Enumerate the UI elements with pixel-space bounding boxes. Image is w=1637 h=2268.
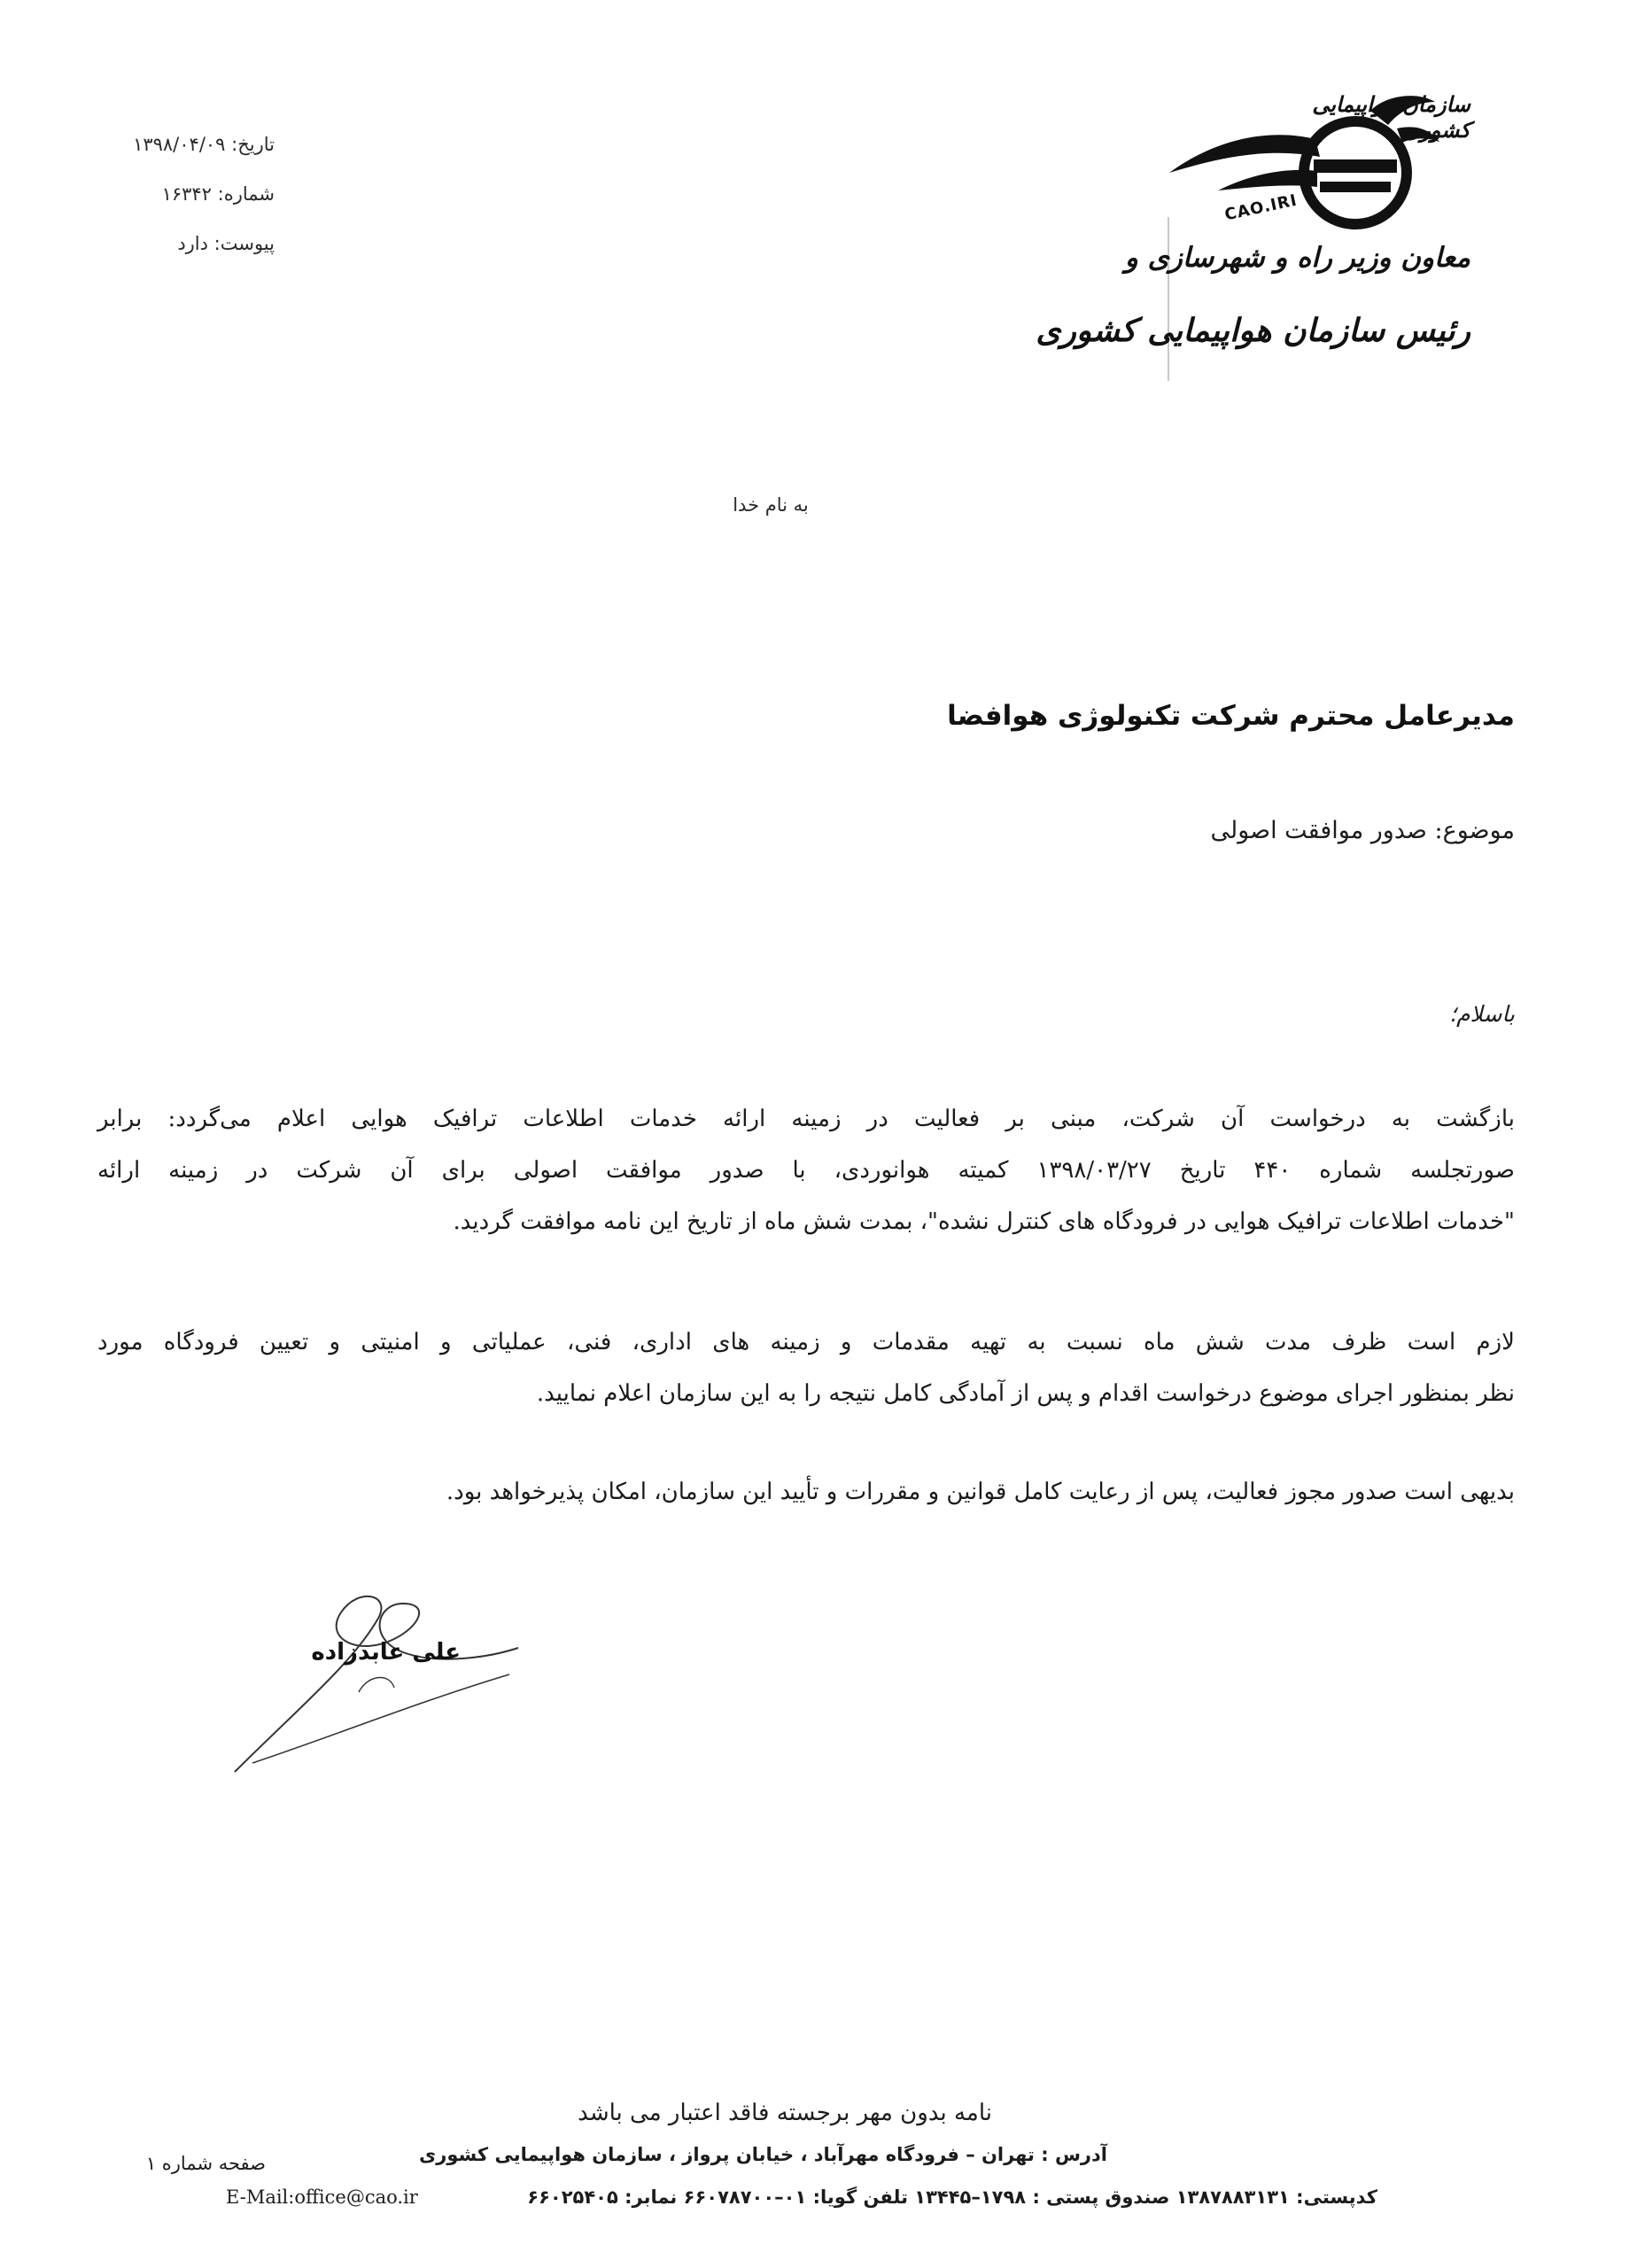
body-line: لازم است ظرف مدت شش ماه نسبت به تهیه مقدمات و زمینه های اداری، فنی، عملیاتی و امنیتی و تعیین فرودگاه مورد — [97, 1329, 1515, 1355]
basmala: به نام خدا — [733, 494, 809, 516]
body-line: بدیهی است صدور مجوز فعالیت، پس از رعایت کامل قوانین و مقررات و تأیید این سازمان، امکان پذیرخواهد بود. — [446, 1479, 1515, 1505]
body-paragraph-1 — [97, 1093, 1515, 1247]
footer-validity-note: نامه بدون مهر برجسته فاقد اعتبار می باشد — [578, 2100, 992, 2126]
letter-meta — [106, 120, 275, 268]
body-line: صورتجلسه شماره ۴۴۰ تاریخ ۱۳۹۸/۰۳/۲۷ کمیته هوانوردی، با صدور موافقت اصولی برای آن شرکت در زمینه ارائه — [97, 1157, 1516, 1184]
footer-contact: کدپستی: ۱۳۸۷۸۸۳۱۳۱ صندوق پستی : ۱۷۹۸–۱۳۴۴۵ تلفن گویا: ۰۱–۶۶۰۷۸۷۰۰ نمابر: ۶۶۰۲۵۴۰۵ — [527, 2186, 1377, 2208]
letter-number: شماره: ۱۶۳۴۲ — [161, 183, 275, 205]
org-name: سازمان هواپیمایی کشوری — [1312, 91, 1470, 143]
logo-text: CAO.IRI — [1222, 190, 1300, 225]
handwritten-signature — [226, 1568, 527, 1781]
letter-date: تاریخ: ۱۳۹۸/۰۴/۰۹ — [133, 134, 275, 155]
body-paragraph-2 — [97, 1317, 1515, 1419]
body-line: نظر بمنظور اجرای موضوع درخواست اقدام و پس از آمادگی کامل نتیجه را به این سازمان اعلام نمایید. — [536, 1380, 1515, 1407]
greeting: باسلام؛ — [1449, 1001, 1515, 1027]
body-line: بازگشت به درخواست آن شرکت، مبنی بر فعالیت در زمینه ارائه خدمات اطلاعات ترافیک هوایی اعلام می‌گردد: برابر — [97, 1106, 1515, 1132]
signer-name: علی عابدزاده — [311, 1639, 461, 1666]
issuer-title-line1: معاون وزیر راه و شهرسازی و — [1124, 242, 1470, 274]
page-number: صفحه شماره ۱ — [145, 2153, 266, 2174]
body-paragraph-3 — [97, 1466, 1515, 1518]
subject-line: موضوع: صدور موافقت اصولی — [1210, 817, 1515, 844]
issuer-title-line2: رئیس سازمان هواپیمایی کشوری — [1036, 312, 1470, 349]
letter-attachment: پیوست: دارد — [177, 233, 275, 254]
footer-address: آدرس : تهران – فرودگاه مهرآباد ، خیابان پرواز ، سازمان هواپیمایی کشوری — [419, 2144, 1107, 2165]
body-line: "خدمات اطلاعات ترافیک هوایی در فرودگاه های کنترل نشده"، بمدت شش ماه از تاریخ این نامه موافقت گردید. — [453, 1208, 1515, 1235]
recipient: مدیرعامل محترم شرکت تکنولوژی هوافضا — [947, 700, 1515, 732]
footer-email: E-Mail:office@cao.ir — [226, 2186, 418, 2208]
